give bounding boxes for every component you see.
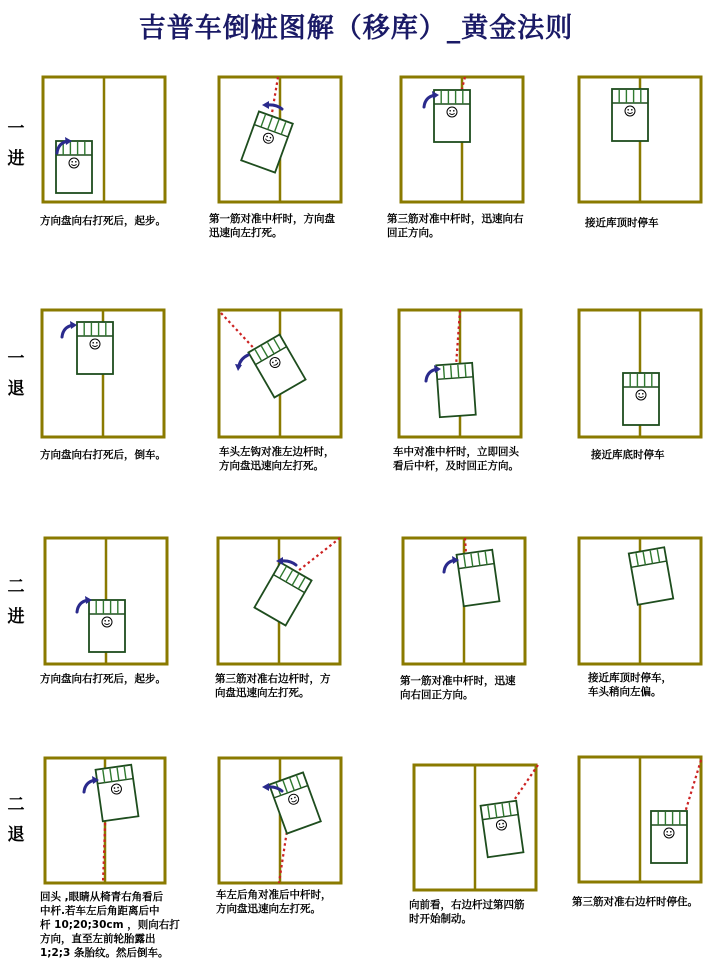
driver-eye: [627, 109, 629, 111]
caption-line: 1;2;3 条胎纹。然后倒车。: [40, 947, 169, 959]
car: [89, 600, 125, 652]
driver-icon: [90, 339, 100, 349]
guide-line: [684, 760, 701, 816]
driver-icon: [447, 107, 457, 117]
driver-head: [664, 828, 674, 838]
car: [96, 765, 139, 822]
caption-line: 第一筋对准中杆时，方向盘: [209, 213, 335, 225]
step-caption: [40, 890, 180, 960]
step-diagram: [403, 538, 525, 664]
caption-line: 方向盘向右打死后，起步。: [40, 215, 166, 227]
hood-rib: [465, 364, 466, 377]
caption-line: 方向盘迅速向左打死。: [216, 903, 321, 915]
car: [269, 772, 321, 833]
step-caption: [591, 448, 665, 462]
caption-line: 中杆.若车左后角距离后中: [40, 905, 160, 917]
car: [623, 373, 659, 425]
step-caption: [387, 212, 524, 240]
caption-line: 向前看，右边杆过第四筋: [409, 899, 525, 911]
driver-eye: [642, 393, 644, 395]
caption-line: 回头 ,眼睛从椅青右角看后: [40, 891, 164, 903]
caption-line: 时开始制动。: [409, 913, 472, 925]
hood-rib: [458, 365, 459, 378]
row-label: [2, 790, 30, 850]
step-caption: [40, 214, 166, 228]
row-label-char: 二: [7, 795, 25, 815]
driver-eye: [638, 393, 640, 395]
car: [457, 550, 500, 607]
step-diagram: [45, 538, 167, 664]
steering-arrow-icon: [239, 355, 248, 366]
driver-icon: [102, 617, 112, 627]
step-diagram: [579, 77, 701, 202]
step-diagram: [42, 310, 164, 437]
driver-head: [625, 106, 635, 116]
caption-line: 看后中杆，及时回正方向。: [393, 460, 519, 472]
row-label-char: 进: [7, 149, 25, 169]
driver-head: [102, 617, 112, 627]
caption-line: 车左后角对准后中杆时，: [216, 889, 332, 901]
car: [436, 363, 476, 417]
car: [77, 322, 113, 374]
step-caption: [572, 895, 698, 909]
caption-line: 方向盘向右打死后，倒车。: [40, 449, 166, 461]
step-caption: [393, 445, 519, 473]
driver-head: [69, 158, 79, 168]
row-label-char: 退: [7, 825, 25, 845]
driver-eye: [92, 342, 94, 344]
step-caption: [40, 448, 166, 462]
step-diagram: [219, 310, 341, 437]
step-diagram: [43, 77, 165, 202]
row-label-char: 一: [7, 119, 25, 139]
driver-head: [447, 107, 457, 117]
driver-eye: [670, 831, 672, 833]
car: [254, 562, 311, 625]
page-title: 吉普车倒桩图解（移库）_黄金法则: [138, 13, 574, 44]
caption-line: 接近库顶时停车: [585, 217, 659, 229]
caption-line: 方向盘向右打死后，起步。: [40, 673, 166, 685]
step-diagram: [219, 758, 341, 883]
driver-icon: [636, 390, 646, 400]
step-diagram: [218, 538, 340, 664]
driver-eye: [75, 161, 77, 163]
step-diagram: [401, 77, 523, 202]
caption-line: 迅速向左打死。: [209, 227, 283, 239]
driver-icon: [625, 106, 635, 116]
car: [651, 811, 687, 863]
driver-eye: [104, 620, 106, 622]
step-caption: [215, 672, 331, 700]
step-caption: [40, 672, 166, 686]
arrow-head-icon: [235, 364, 242, 371]
car: [434, 90, 470, 142]
driver-eye: [666, 831, 668, 833]
caption-line: 方向，直至左前轮胎露出: [40, 933, 156, 945]
row-label-char: 进: [7, 607, 25, 627]
driver-eye: [108, 620, 110, 622]
step-diagram: [399, 310, 521, 437]
caption-line: 接近库底时停车: [591, 449, 665, 461]
caption-line: 回正方向。: [387, 227, 440, 239]
row-label: [2, 344, 30, 404]
step-caption: [400, 674, 516, 702]
step-diagram: [219, 77, 341, 202]
arrow-head-icon: [262, 101, 269, 109]
car: [629, 547, 673, 604]
driver-icon: [664, 828, 674, 838]
car: [56, 141, 92, 193]
step-caption: [216, 888, 332, 916]
row-label: [2, 572, 30, 632]
step-diagram: [579, 538, 701, 664]
caption-line: 车中对准中杆时，立即回头: [393, 446, 519, 458]
car-body: [436, 363, 476, 417]
step-diagram: [579, 310, 701, 437]
driver-eye: [96, 342, 98, 344]
caption-line: 第三筋对准右边杆时，方: [215, 673, 331, 685]
arrow-head-icon: [70, 321, 77, 329]
driver-eye: [631, 109, 633, 111]
step-diagram: [414, 765, 538, 890]
caption-line: 车头稍向左偏。: [588, 686, 662, 698]
caption-line: 向右回正方向。: [400, 689, 474, 701]
row-label-char: 退: [7, 379, 25, 399]
caption-line: 车头左钩对准左边杆时，: [219, 446, 335, 458]
hood-rib: [443, 366, 444, 379]
row-label: [2, 114, 30, 174]
driver-eye: [449, 110, 451, 112]
driver-head: [90, 339, 100, 349]
step-diagram: [45, 758, 165, 883]
row-label-char: 一: [7, 349, 25, 369]
driver-eye: [453, 110, 455, 112]
step-caption: [588, 671, 672, 699]
caption-line: 第一筋对准中杆时，迅速: [400, 675, 516, 687]
caption-line: 杆 10;20;30cm ，则向右打: [40, 919, 180, 931]
step-caption: [219, 445, 335, 473]
driver-eye: [71, 161, 73, 163]
driver-head: [636, 390, 646, 400]
step-caption: [409, 898, 525, 926]
caption-line: 第三筋对准中杆时，迅速向右: [387, 213, 524, 225]
step-caption: [209, 212, 335, 240]
caption-line: 向盘迅速向左打死。: [215, 687, 310, 699]
hood-rib: [451, 365, 452, 378]
driver-icon: [69, 158, 79, 168]
car: [481, 801, 524, 858]
row-label-char: 二: [7, 577, 25, 597]
arrow-head-icon: [262, 783, 269, 791]
car: [248, 334, 305, 397]
caption-line: 方向盘迅速向左打死。: [219, 460, 324, 472]
step-diagram: [579, 757, 701, 882]
step-caption: [585, 216, 659, 230]
car-body: [457, 550, 500, 607]
car: [241, 111, 293, 172]
caption-line: 接近库顶时停车，: [588, 672, 672, 684]
caption-line: 第三筋对准右边杆时停住。: [572, 896, 698, 908]
car: [612, 89, 648, 141]
